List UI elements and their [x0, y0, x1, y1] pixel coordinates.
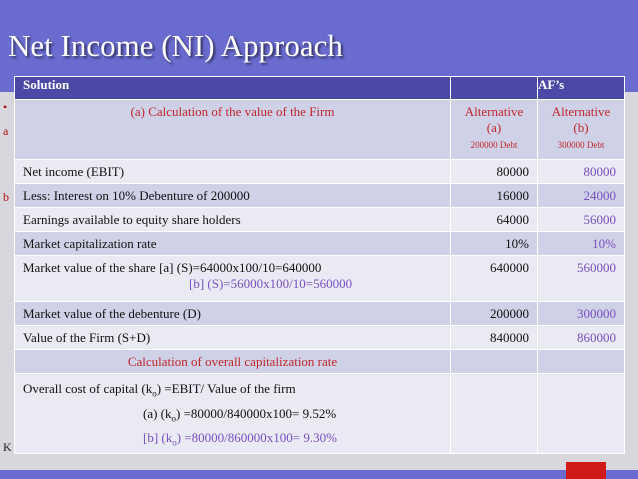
section-value-of-firm-row — [15, 100, 625, 160]
row-label: Market value of the share [a] (S)=64000x100/10=640000 [b] (S)=56000x100/10=560000 — [15, 256, 451, 302]
table-row — [15, 160, 625, 184]
section-capitalization-row — [15, 350, 625, 374]
table-row — [15, 256, 625, 302]
background-letter-a: a — [3, 124, 9, 138]
overall-cost-alt-a: (a) $(k_o) =80000/840000x100= 9.52\%$ — [143, 405, 337, 424]
section-value-of-firm-label: (a) Calculation of the value of the Firm — [15, 100, 451, 160]
table-row — [15, 326, 625, 350]
background-letter-b: b — [3, 190, 9, 204]
row-value-a: 64000 — [451, 208, 538, 232]
table-row — [15, 232, 625, 256]
row-label: Market capitalization rate — [15, 232, 451, 256]
row-value-a: 80000 — [451, 160, 538, 184]
row-value-a: 10% — [451, 232, 538, 256]
overall-cost-row — [15, 374, 625, 454]
row-value-b: 80000 — [538, 160, 625, 184]
row-label-continuation: [b] (S)=56000x100/10=560000 — [189, 276, 353, 291]
table-row — [15, 302, 625, 326]
row-label: Earnings available to equity share holders — [15, 208, 451, 232]
afs-header: AF’s — [538, 77, 625, 100]
table-row — [15, 208, 625, 232]
row-value-b: 56000 — [538, 208, 625, 232]
solution-header: Solution — [15, 77, 451, 100]
overall-cost-formula — [15, 374, 451, 454]
row-value-b: 300000 — [538, 302, 625, 326]
row-value-a: 200000 — [451, 302, 538, 326]
section-capitalization-label: Calculation of overall capitalization rate — [15, 350, 451, 374]
row-value-a: 840000 — [451, 326, 538, 350]
alternative-a-header: Alternative (a) 200000 Debt — [451, 100, 538, 160]
footer-letter: K — [3, 440, 12, 454]
row-value-b: 860000 — [538, 326, 625, 350]
row-value-a: 16000 — [451, 184, 538, 208]
row-value-b: 10% — [538, 232, 625, 256]
row-label: Value of the Firm (S+D) — [15, 326, 451, 350]
row-label: Market value of the debenture (D) — [15, 302, 451, 326]
row-label: Less: Interest on 10% Debenture of 200000 — [15, 184, 451, 208]
table-header-row — [15, 77, 625, 100]
overall-cost-line: Overall cost of capital $(k_o)$ =EBIT/ Value of the firm — [23, 381, 296, 399]
slide-title: Net Income (NI) Approach — [8, 28, 343, 63]
row-value-b: 24000 — [538, 184, 625, 208]
solution-table — [14, 76, 625, 454]
overall-cost-alt-b: [b] $(k_o) =80000/860000x100= 9.30\%$ — [143, 430, 337, 448]
red-corner-box — [566, 462, 606, 479]
alternative-b-header: Alternative (b) 300000 Debt — [538, 100, 625, 160]
row-value-b: 560000 — [538, 256, 625, 302]
table-row — [15, 184, 625, 208]
row-label: Net income (EBIT) — [15, 160, 451, 184]
background-bullet: • — [3, 100, 8, 114]
row-value-a: 640000 — [451, 256, 538, 302]
